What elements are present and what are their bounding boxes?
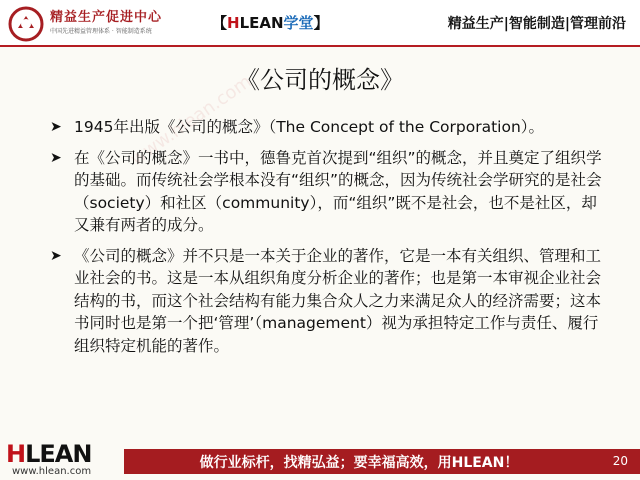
watermark: www.hlean.com bbox=[126, 71, 256, 170]
bullet-item bbox=[50, 116, 610, 139]
bullet-text: 在《公司的概念》一书中，德鲁克首次提到“组织”的概念，并且奠定了组织学的基础。而传统社会学根本没有“组织”的概念，因为传统社会学研究的是社会（society）和社区（community），而“组织”既不是社会，也不是社区，却又兼有两者的成分。 bbox=[74, 148, 602, 234]
bullet-item bbox=[50, 147, 610, 237]
bullet-item bbox=[50, 245, 610, 358]
bullet-arrow-icon: ➤ bbox=[50, 149, 62, 166]
bullet-arrow-icon: ➤ bbox=[50, 119, 62, 135]
footer-logo bbox=[6, 440, 126, 476]
brand-name: 精益生产促进中心 bbox=[50, 10, 163, 25]
brand-subtitle: 中国先进精益管理体系 · 智能制造系统 bbox=[50, 28, 152, 35]
brand-logo-icon bbox=[8, 6, 44, 42]
header-divider bbox=[0, 45, 640, 47]
footer-logo-text: HLEAN bbox=[6, 440, 92, 468]
bullet-text: 《公司的概念》并不只是一本关于企业的著作，它是一本有关组织、管理和工业社会的书。这是一本从组织角度分析企业的著作；也是第一本审视企业社会结构的书，而这个社会结构有能力集合众人之力来满足众人的经济需要；这本书同时也是第一个把‘管理’（management）视为承担特定工作与责任、履行组织特定机能的著作。 bbox=[74, 246, 602, 355]
hlean-xuetang-label: 【HLEAN学堂】 bbox=[212, 14, 329, 32]
header bbox=[0, 0, 640, 47]
bullet-list bbox=[50, 116, 610, 365]
slide-title: 《公司的概念》 bbox=[236, 66, 404, 94]
bullet-text: 1945年出版《公司的概念》（The Concept of the Corporation）。 bbox=[74, 118, 545, 136]
footer-bar bbox=[124, 449, 640, 474]
bullet-arrow-icon: ➤ bbox=[50, 247, 62, 264]
page-number: 20 bbox=[612, 454, 628, 468]
footer-slogan: 做行业标杆，找精弘益；要幸福高效，用HLEAN！ bbox=[199, 455, 519, 471]
footer-url: www.hlean.com bbox=[12, 466, 92, 477]
header-tagline: 精益生产|智能制造|管理前沿 bbox=[447, 16, 626, 32]
